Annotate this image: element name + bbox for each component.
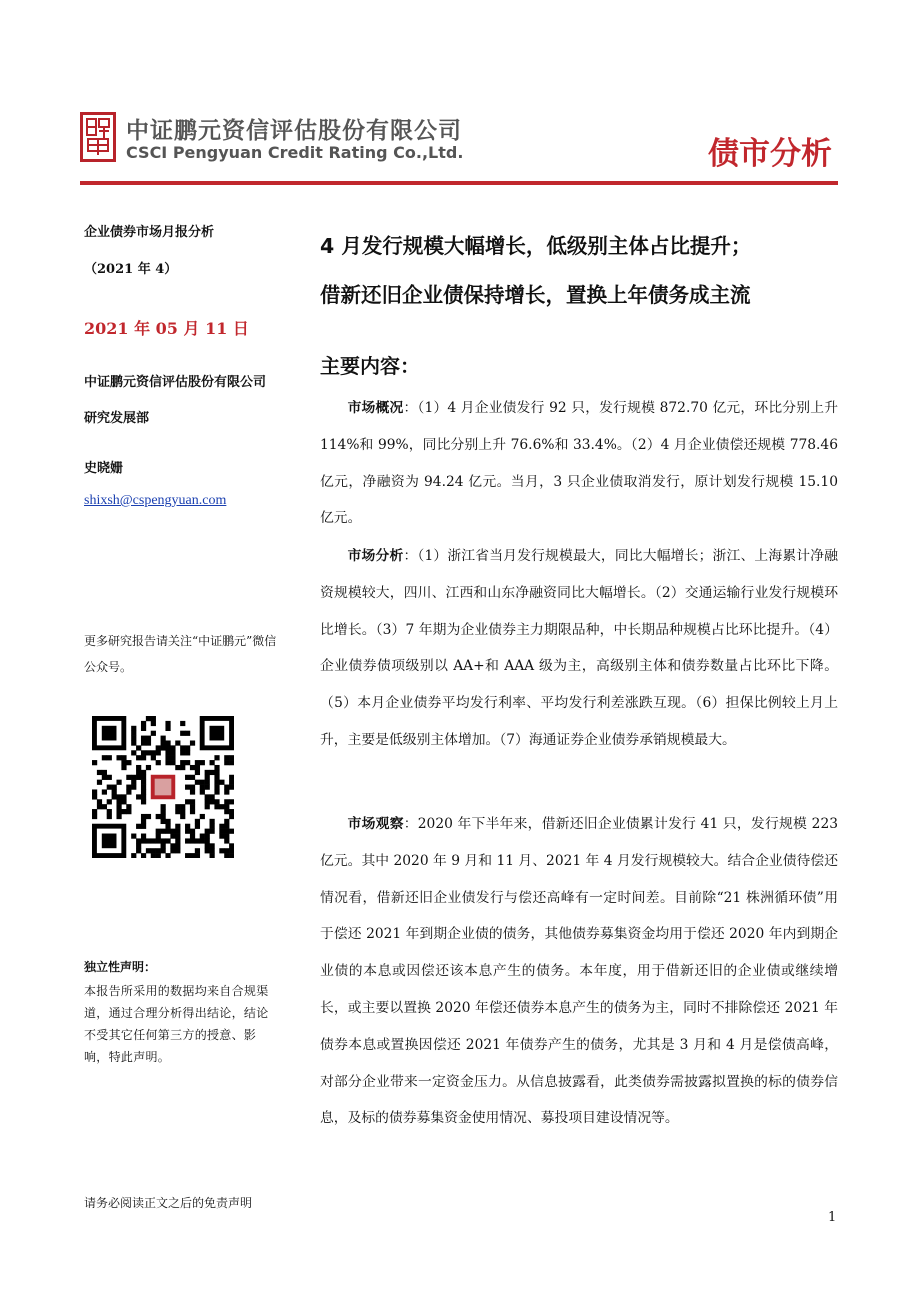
- paragraph-market-observation: [320, 806, 838, 1137]
- report-date: 2021 年 05 月 11 日: [84, 319, 249, 338]
- company-logo: [80, 112, 116, 162]
- headline-line-1: 4 月发行规模大幅增长，低级别主体占比提升；: [320, 234, 752, 258]
- author-email-link[interactable]: shixsh@cspengyuan.com: [84, 493, 227, 508]
- follow-note: 更多研究报告请关注“中证鹏元”微信公众号。: [84, 634, 277, 674]
- disclaimer-title: 独立性声明：: [84, 960, 157, 974]
- paragraph-lead: 市场观察: [347, 816, 404, 832]
- headline-line-2: 借新还旧企业债保持增长，置换上年债务成主流: [320, 283, 751, 307]
- disclaimer-text: 本报告所采用的数据均来自合规渠道，通过合理分析得出结论，结论不受其它任何第三方的授意、影响，特此声明。: [84, 984, 269, 1064]
- paragraph-body: ：（1）浙江省当月发行规模最大，同比大幅增长；浙江、上海累计净融资规模较大，四川、江西和山东净融资同比大幅增长。（2）交通运输行业发行规模环比增长。（3）7 年期为企业债券主力期限品种，中长期品种规模占比环比提升。（4）企业债券债项级别以 AA+和 AAA 级为主，高级别主体和债券数量占比环比下降。（5）本月企业债券平均发行利率、平均发行利差涨跌互现。（6）担保比例较上月上升，主要是低级别主体增加。（7）海通证券企业债券承销规模最大。: [320, 548, 838, 748]
- qr-code-icon[interactable]: [92, 716, 234, 858]
- company-name-en: CSCI Pengyuan Credit Rating Co.,Ltd.: [126, 143, 464, 162]
- header-divider: [80, 181, 838, 185]
- paragraph-lead: 市场分析: [347, 548, 404, 564]
- paragraph-market-overview: [320, 390, 838, 537]
- page-number: 1: [828, 1210, 837, 1225]
- footer-disclaimer-note: 请务必阅读正文之后的免责声明: [84, 1196, 253, 1210]
- paragraph-market-analysis: [320, 538, 838, 759]
- report-period: （2021 年 4）: [84, 262, 178, 277]
- paragraph-body: ：2020 年下半年来，借新还旧企业债累计发行 41 只，发行规模 223 亿元。其中 2020 年 9 月和 11 月、2021 年 4 月发行规模较大。结合企业债待偿还情况看，借新还旧企业债发行与偿还高峰有一定时间差。目前除“21 株洲循环债”用于偿还 2021 年到期企业债的债务，其他债券募集资金均用于偿还 2020 年内到期企业债的本息或因偿还该本息产生的债务。本年度，用于借新还旧的企业债或继续增长，或主要以置换 2020 年偿还债券本息产生的债务为主，同时不排除偿还 2021 年债券本息或置换因偿还 2021 年债券产生的债务，尤其是 3 月和 4 月是偿债高峰，对部分企业带来一定资金压力。从信息披露看，此类债券需披露拟置换的标的债券信息，及标的债券募集资金使用情况、募投项目建设情况等。: [320, 816, 839, 1127]
- paragraph-lead: 市场概况: [347, 400, 404, 416]
- report-name: 企业债券市场月报分析: [84, 225, 215, 240]
- section-label: 债市分析: [708, 136, 832, 172]
- paragraph-body: ：（1）4 月企业债发行 92 只，发行规模 872.70 亿元，环比分别上升 114%和 99%，同比分别上升 76.6%和 33.4%。（2）4 月企业债偿还规模 778.46 亿元，净融资为 94.24 亿元。当月，3 只企业债取消发行，原计划发行规模 15.10 亿元。: [320, 400, 838, 527]
- company-name-cn: 中证鹏元资信评估股份有限公司: [126, 118, 462, 144]
- org-name: 中证鹏元资信评估股份有限公司: [84, 375, 267, 390]
- section-heading: 主要内容：: [320, 354, 420, 378]
- author-name: 史晓姗: [84, 461, 124, 476]
- dept-name: 研究发展部: [84, 411, 150, 426]
